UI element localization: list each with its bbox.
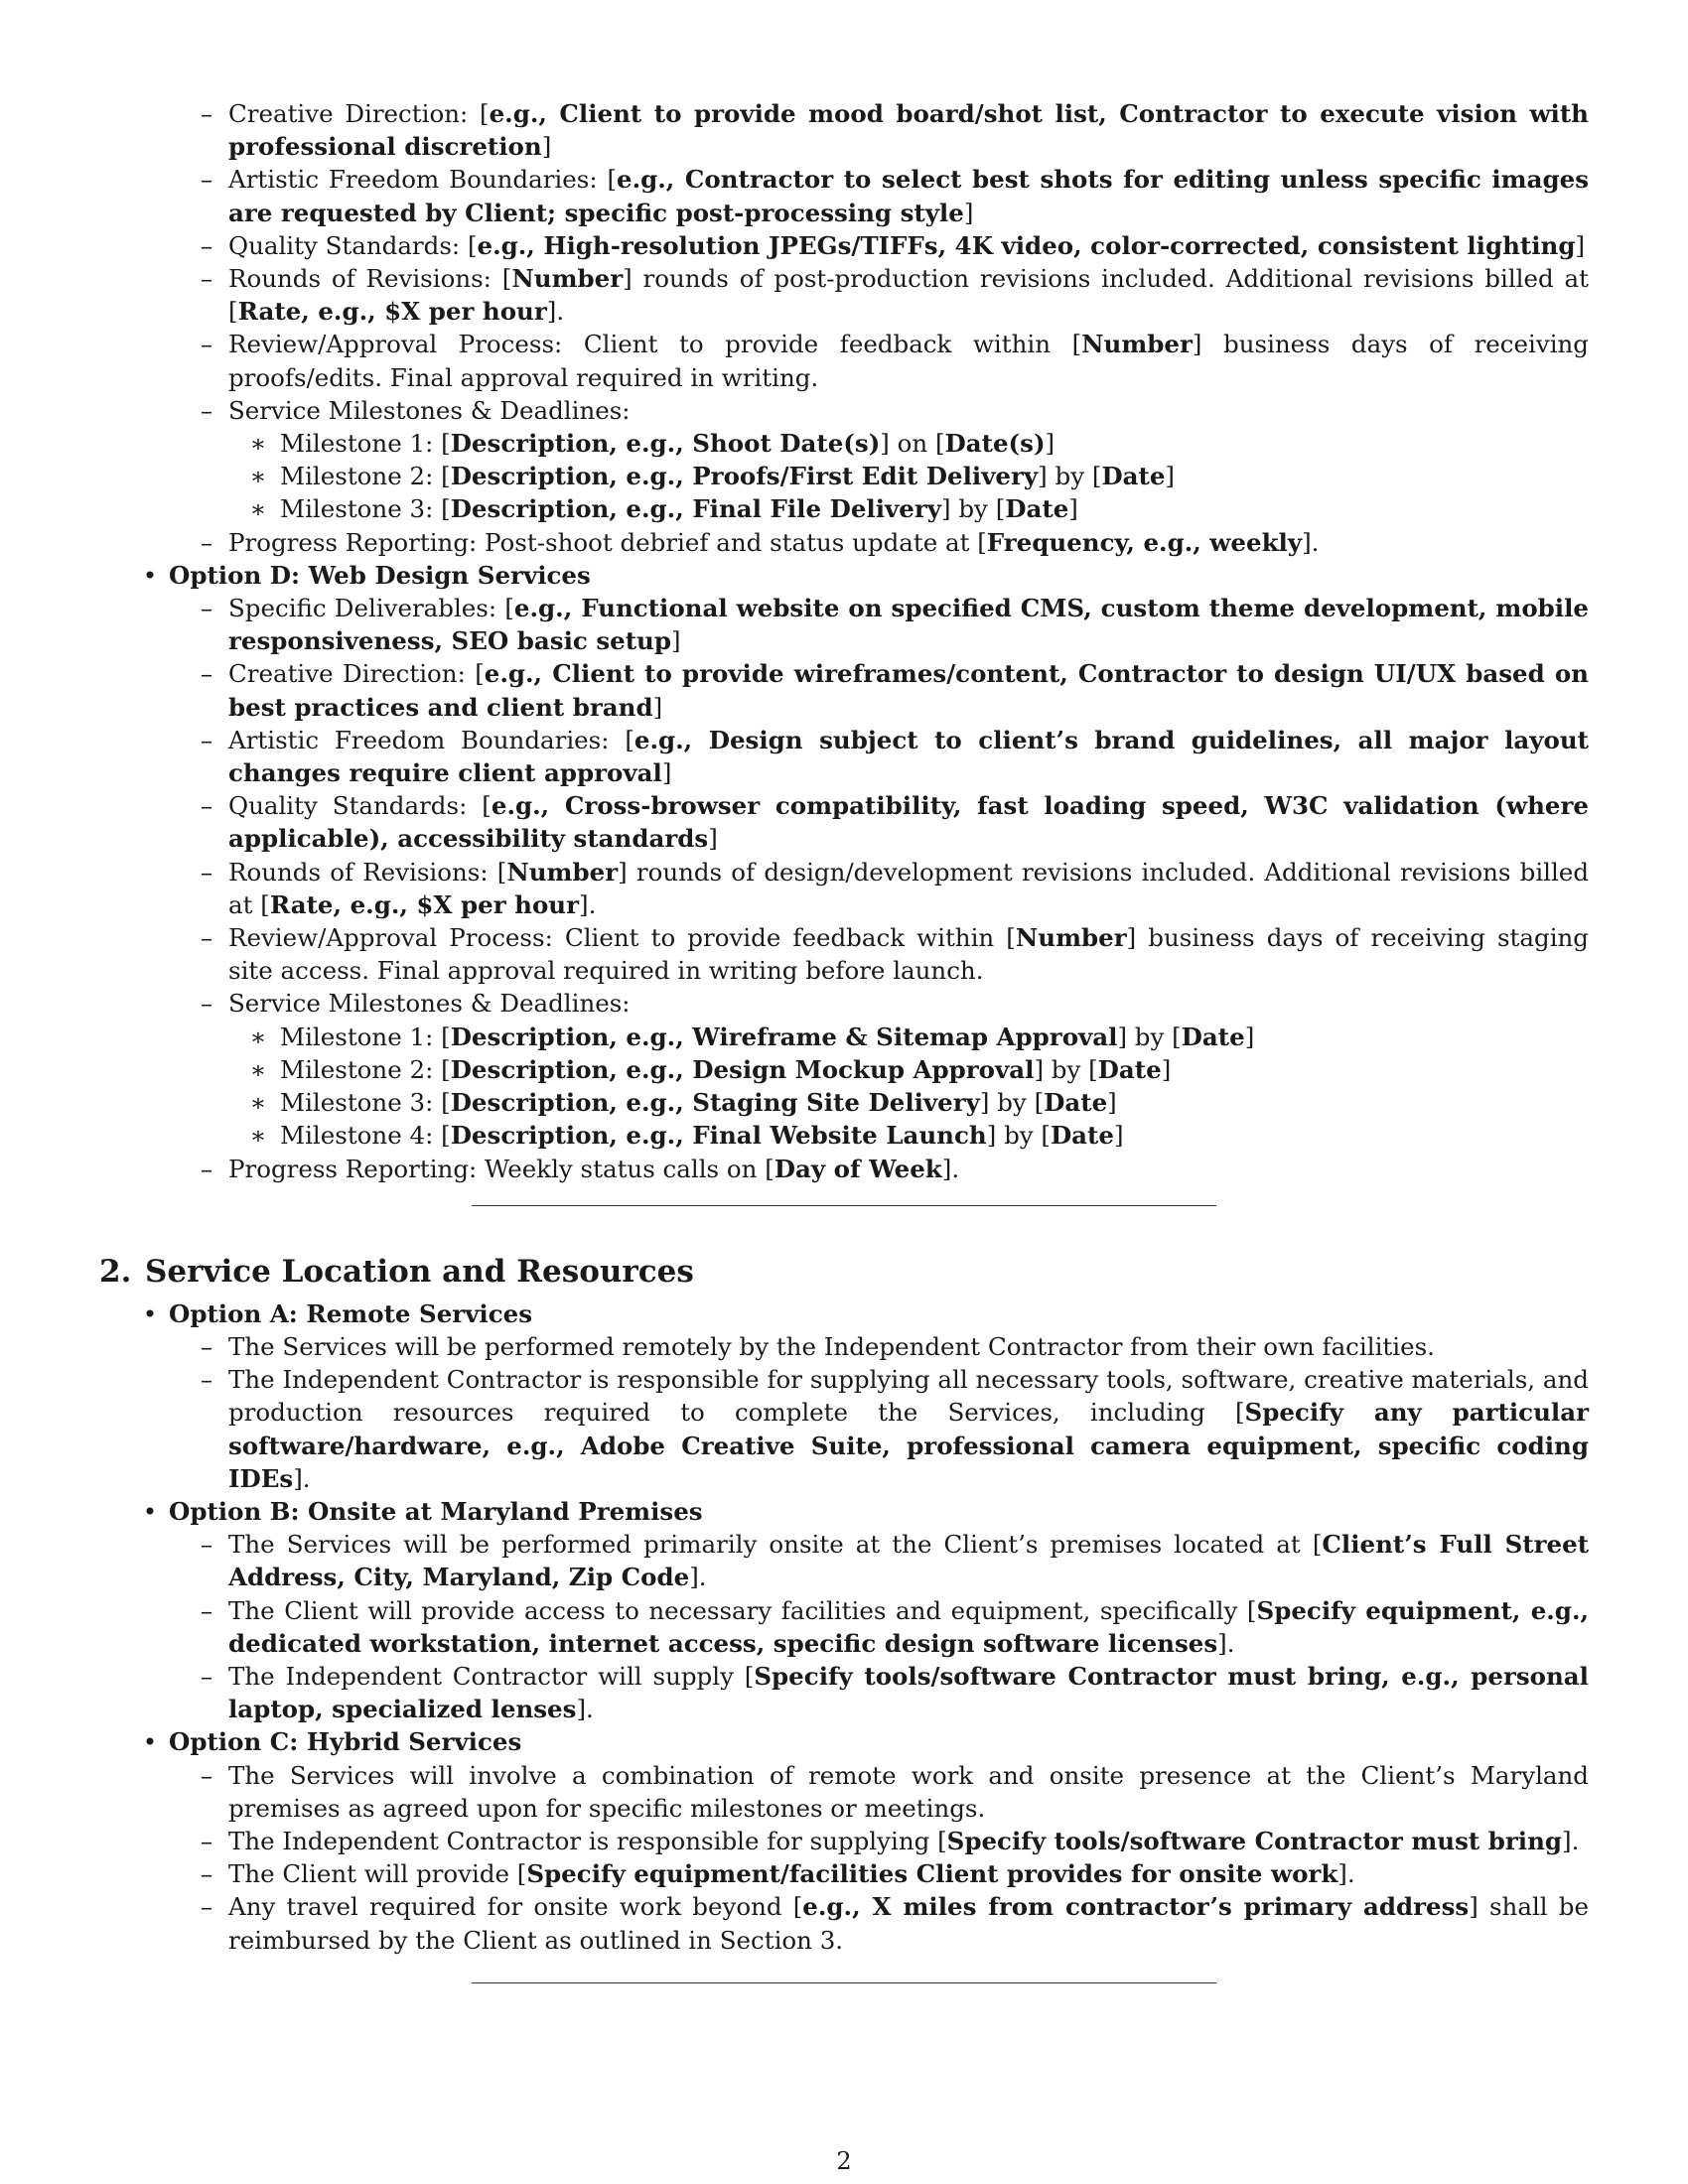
list-item (99, 1890, 1589, 1956)
list-item (99, 987, 1589, 1020)
milestone-item (99, 1119, 1589, 1152)
text: Service Milestones & Deadlines: (228, 989, 631, 1019)
list-item (99, 1660, 1589, 1725)
text: The Services will be performed remotely by the Independent Contractor from their own facilities. (228, 1331, 1435, 1361)
bold-text: Number (511, 264, 624, 294)
asterisk-marker: ∗ (249, 1022, 267, 1051)
bold-text: Date (1181, 1022, 1245, 1051)
bold-text: Number (1015, 923, 1127, 953)
bold-text: Specify tools/software Contractor must bring, e.g., personal laptop, specialized lenses (228, 1661, 1589, 1724)
list-item (99, 394, 1589, 427)
text: ]. (689, 1563, 707, 1592)
bold-text: Description, e.g., Proofs/First Edit Delivery (450, 462, 1039, 491)
text: ] (652, 692, 663, 722)
bold-text: Number (506, 857, 619, 887)
milestone-item (99, 1021, 1589, 1053)
bold-text: Description, e.g., Staging Site Delivery (450, 1088, 980, 1118)
list-item (99, 97, 1589, 163)
page-content (99, 97, 1589, 1983)
bold-text: Date (1050, 1121, 1114, 1151)
section-heading (99, 1252, 1589, 1292)
text: Milestone 3: [ (280, 1088, 451, 1118)
text: Rounds of Revisions: [ (228, 857, 507, 887)
text: ] shall be reimbursed by the Client as outlined in Section 3. (228, 1892, 1589, 1955)
milestone-item (99, 1086, 1589, 1119)
text: ]. (1337, 1859, 1355, 1889)
dash-marker: – (200, 1661, 213, 1691)
list-item (99, 1363, 1589, 1495)
text: ] (1165, 462, 1175, 491)
bold-text: Day of Week (774, 1154, 942, 1183)
bold-text: Specify tools/software Contractor must bring (946, 1826, 1563, 1855)
bold-text: Rate, e.g., $X per hour (269, 889, 580, 919)
bullet-marker: • (142, 560, 158, 590)
text: Milestone 2: [ (280, 1054, 451, 1084)
dash-marker: – (200, 264, 213, 294)
text: The Client will provide [ (228, 1859, 527, 1889)
list-item (99, 163, 1589, 228)
option-heading-item (99, 1495, 1589, 1528)
bold-text: Description, e.g., Shoot Date(s) (450, 429, 881, 459)
list-item (99, 1153, 1589, 1185)
bold-text: e.g., Design subject to client’s brand guidelines, all major layout changes require client approval (228, 725, 1590, 788)
text: Any travel required for onsite work beyond (228, 1892, 793, 1922)
text: [ (480, 99, 490, 128)
dash-marker: – (200, 395, 213, 425)
text: Progress Reporting: Post-shoot debrief and status update at [ (228, 527, 987, 557)
text: ]. (1302, 527, 1320, 557)
list-item (99, 724, 1589, 789)
text: ] by [ (1038, 462, 1102, 491)
bold-text: Date(s) (944, 429, 1046, 459)
bold-text: Description, e.g., Design Mockup Approval (450, 1054, 1035, 1084)
option-heading-item (99, 559, 1589, 592)
list-item (99, 592, 1589, 657)
text: ] by [ (1034, 1054, 1098, 1084)
list-item (99, 856, 1589, 921)
text: Quality Standards: (228, 791, 483, 821)
dash-marker: – (200, 330, 213, 359)
text: ] business days of receiving proofs/edits. Final approval required in writing. (228, 330, 1589, 392)
list-item (99, 328, 1589, 393)
text: ]. (579, 889, 597, 919)
list-item (99, 921, 1589, 987)
bold-text: e.g., Functional website on specified CMS, custom theme development, mobile responsiveness, SEO basic setup (228, 594, 1590, 656)
dash-marker: – (200, 1760, 213, 1790)
dash-marker: – (200, 165, 213, 195)
bold-text: Description, e.g., Final Website Launch (450, 1121, 987, 1151)
text: ]. (293, 1463, 311, 1493)
dash-marker: – (200, 99, 213, 128)
text: ] by [ (1117, 1022, 1182, 1051)
text: ] (670, 626, 681, 656)
text: ] (1161, 1054, 1172, 1084)
dash-marker: – (200, 1530, 213, 1560)
bold-text: e.g., Client to provide wireframes/content, Contractor to design UI/UX based on best practices and client brand (228, 659, 1589, 722)
text: The Services will be performed primarily onsite at the Client’s premises located at [ (228, 1530, 1323, 1560)
text: Milestone 4: [ (280, 1121, 451, 1151)
text: ] by [ (941, 494, 1006, 524)
option-heading-item (99, 1725, 1589, 1758)
text: Creative Direction: (228, 659, 476, 689)
dash-marker: – (200, 1826, 213, 1855)
dash-marker: – (200, 791, 213, 821)
text: ] (1113, 1121, 1124, 1151)
text: ]. (1217, 1628, 1235, 1658)
bold-text: Date (1005, 494, 1069, 524)
bullet-marker: • (142, 1298, 158, 1328)
milestone-item (99, 1053, 1589, 1086)
bold-text: Rate, e.g., $X per hour (237, 297, 547, 327)
text: ] rounds of post-production revisions included. Additional revisions billed at [ (228, 264, 1589, 327)
text: The Independent Contractor is responsible for supplying all necessary tools, software, creative materials, and production resources required to complete the Services, including [ (228, 1365, 1589, 1428)
asterisk-marker: ∗ (249, 1088, 267, 1118)
text: [ (482, 791, 492, 821)
asterisk-marker: ∗ (249, 1121, 267, 1151)
milestone-item (99, 427, 1589, 460)
text: ] (541, 132, 552, 162)
bullet-marker: • (142, 1496, 158, 1526)
bold-text: e.g., X miles from contractor’s primary address (802, 1892, 1470, 1922)
text: Creative Direction: (228, 99, 481, 128)
bold-text: Description, e.g., Wireframe & Sitemap Approval (450, 1022, 1118, 1051)
list-item (99, 1857, 1589, 1890)
bold-text: Specify any particular software/hardware, e.g., Adobe Creative Suite, professional camera equipment, specific coding IDEs (228, 1398, 1589, 1493)
text: ] rounds of design/development revisions included. Additional revisions billed at [ (228, 857, 1590, 919)
text: ] on [ (880, 429, 945, 459)
dash-marker: – (200, 1331, 213, 1361)
text: ] (1244, 1022, 1255, 1051)
text: ]. (941, 1154, 960, 1183)
service-location-list (99, 1297, 1589, 1957)
text: The Client will provide access to necessary facilities and equipment, specifically [ (228, 1595, 1257, 1625)
dash-marker: – (200, 230, 213, 260)
bold-text: Specify equipment/facilities Client provides for onsite work (526, 1859, 1338, 1889)
bold-text: Option A: Remote Services (169, 1298, 533, 1328)
asterisk-marker: ∗ (249, 1054, 267, 1084)
list-item (99, 789, 1589, 855)
list-item (99, 262, 1589, 328)
dash-marker: – (200, 527, 213, 557)
text: ] business days of receiving staging site access. Final approval required in writing before launch. (228, 923, 1589, 986)
section-title: Service Location and Resources (145, 1253, 694, 1290)
bold-text: Specify equipment, e.g., dedicated workstation, internet access, specific design software licenses (228, 1595, 1589, 1658)
page-number: 2 (836, 2147, 852, 2175)
bold-text: e.g., High-resolution JPEGs/TIFFs, 4K video, color-corrected, consistent lighting (477, 230, 1576, 260)
section-divider (472, 1982, 1216, 1983)
text: ] (1068, 494, 1078, 524)
section-number: 2. (99, 1253, 132, 1290)
text: [ (475, 659, 485, 689)
text: ]. (576, 1695, 594, 1724)
dash-marker: – (200, 1365, 213, 1395)
text: Milestone 2: [ (280, 462, 451, 491)
bold-text: Client’s Full Street Address, City, Maryland, Zip Code (228, 1530, 1590, 1592)
dash-marker: – (200, 1859, 213, 1889)
list-item (99, 1528, 1589, 1593)
text: [ (607, 165, 617, 195)
asterisk-marker: ∗ (249, 494, 267, 524)
text: ] by [ (979, 1088, 1045, 1118)
bold-text: Option D: Web Design Services (169, 560, 591, 590)
bold-text: e.g., Contractor to select best shots for editing unless specific images are requested by Client; specific post-processing style (228, 165, 1589, 227)
bullet-marker: • (142, 1727, 158, 1757)
text: ] (1107, 1088, 1117, 1118)
bold-text: e.g., Client to provide mood board/shot list, Contractor to execute vision with professional discretion (228, 99, 1589, 162)
text: ]. (1562, 1826, 1580, 1855)
text: Service Milestones & Deadlines: (228, 395, 631, 425)
text: The Independent Contractor will supply [ (228, 1661, 755, 1691)
bold-text: Date (1097, 1054, 1162, 1084)
bold-text: Option C: Hybrid Services (169, 1727, 522, 1757)
dash-marker: – (200, 923, 213, 953)
text: Milestone 1: [ (280, 1022, 451, 1051)
text: The Independent Contractor is responsible for supplying [ (228, 1826, 947, 1855)
bold-text: Description, e.g., Final File Delivery (450, 494, 942, 524)
section-divider (472, 1205, 1216, 1206)
text: ] by [ (986, 1121, 1051, 1151)
text: ] (1575, 230, 1586, 260)
bold-text: Frequency, e.g., weekly (986, 527, 1303, 557)
bold-text: Number (1081, 330, 1193, 359)
text: ] (661, 758, 672, 788)
asterisk-marker: ∗ (249, 462, 267, 491)
text: [ (467, 230, 478, 260)
list-item (99, 657, 1589, 723)
list-item (99, 1759, 1589, 1825)
text: Quality Standards: (228, 230, 468, 260)
dash-marker: – (200, 989, 213, 1019)
list-item (99, 526, 1589, 559)
text: [ (625, 725, 634, 754)
list-item (99, 229, 1589, 262)
bold-text: e.g., Cross-browser compatibility, fast loading speed, W3C validation (where applicable), accessibility standards (228, 791, 1590, 854)
text: Milestone 3: [ (280, 494, 451, 524)
option-heading-item (99, 1297, 1589, 1330)
dash-marker: – (200, 1892, 213, 1922)
text: The Services will involve a combination of remote work and onsite presence at the Client’s Maryland premises as agreed upon for specific milestones or meetings. (228, 1760, 1589, 1823)
text: Artistic Freedom Boundaries: (228, 165, 608, 195)
text: Specific Deliverables: (228, 594, 505, 623)
dash-marker: – (200, 1595, 213, 1625)
bold-text: Date (1101, 462, 1166, 491)
list-item (99, 1594, 1589, 1660)
asterisk-marker: ∗ (249, 429, 267, 459)
text: Review/Approval Process: Client to provide feedback within [ (228, 923, 1016, 953)
text: ] (1045, 429, 1055, 459)
dash-marker: – (200, 725, 213, 754)
list-item (99, 1825, 1589, 1857)
bold-text: Option B: Onsite at Maryland Premises (169, 1496, 703, 1526)
dash-marker: – (200, 659, 213, 689)
text: Artistic Freedom Boundaries: (228, 725, 626, 754)
text: [ (504, 594, 514, 623)
dash-marker: – (200, 857, 213, 887)
text: [ (792, 1892, 803, 1922)
bold-text: Date (1044, 1088, 1108, 1118)
text: Review/Approval Process: Client to provide feedback within [ (228, 330, 1082, 359)
milestone-item (99, 460, 1589, 492)
milestone-item (99, 492, 1589, 525)
text: ] (708, 824, 718, 854)
text: Milestone 1: [ (280, 429, 451, 459)
text: ] (963, 198, 974, 227)
dash-marker: – (200, 1154, 213, 1183)
dash-marker: – (200, 594, 213, 623)
text: Rounds of Revisions: [ (228, 264, 512, 294)
text: ]. (546, 297, 565, 327)
list-item (99, 1330, 1589, 1363)
scope-continued-list (99, 97, 1589, 1185)
text: Progress Reporting: Weekly status calls on [ (228, 1154, 774, 1183)
